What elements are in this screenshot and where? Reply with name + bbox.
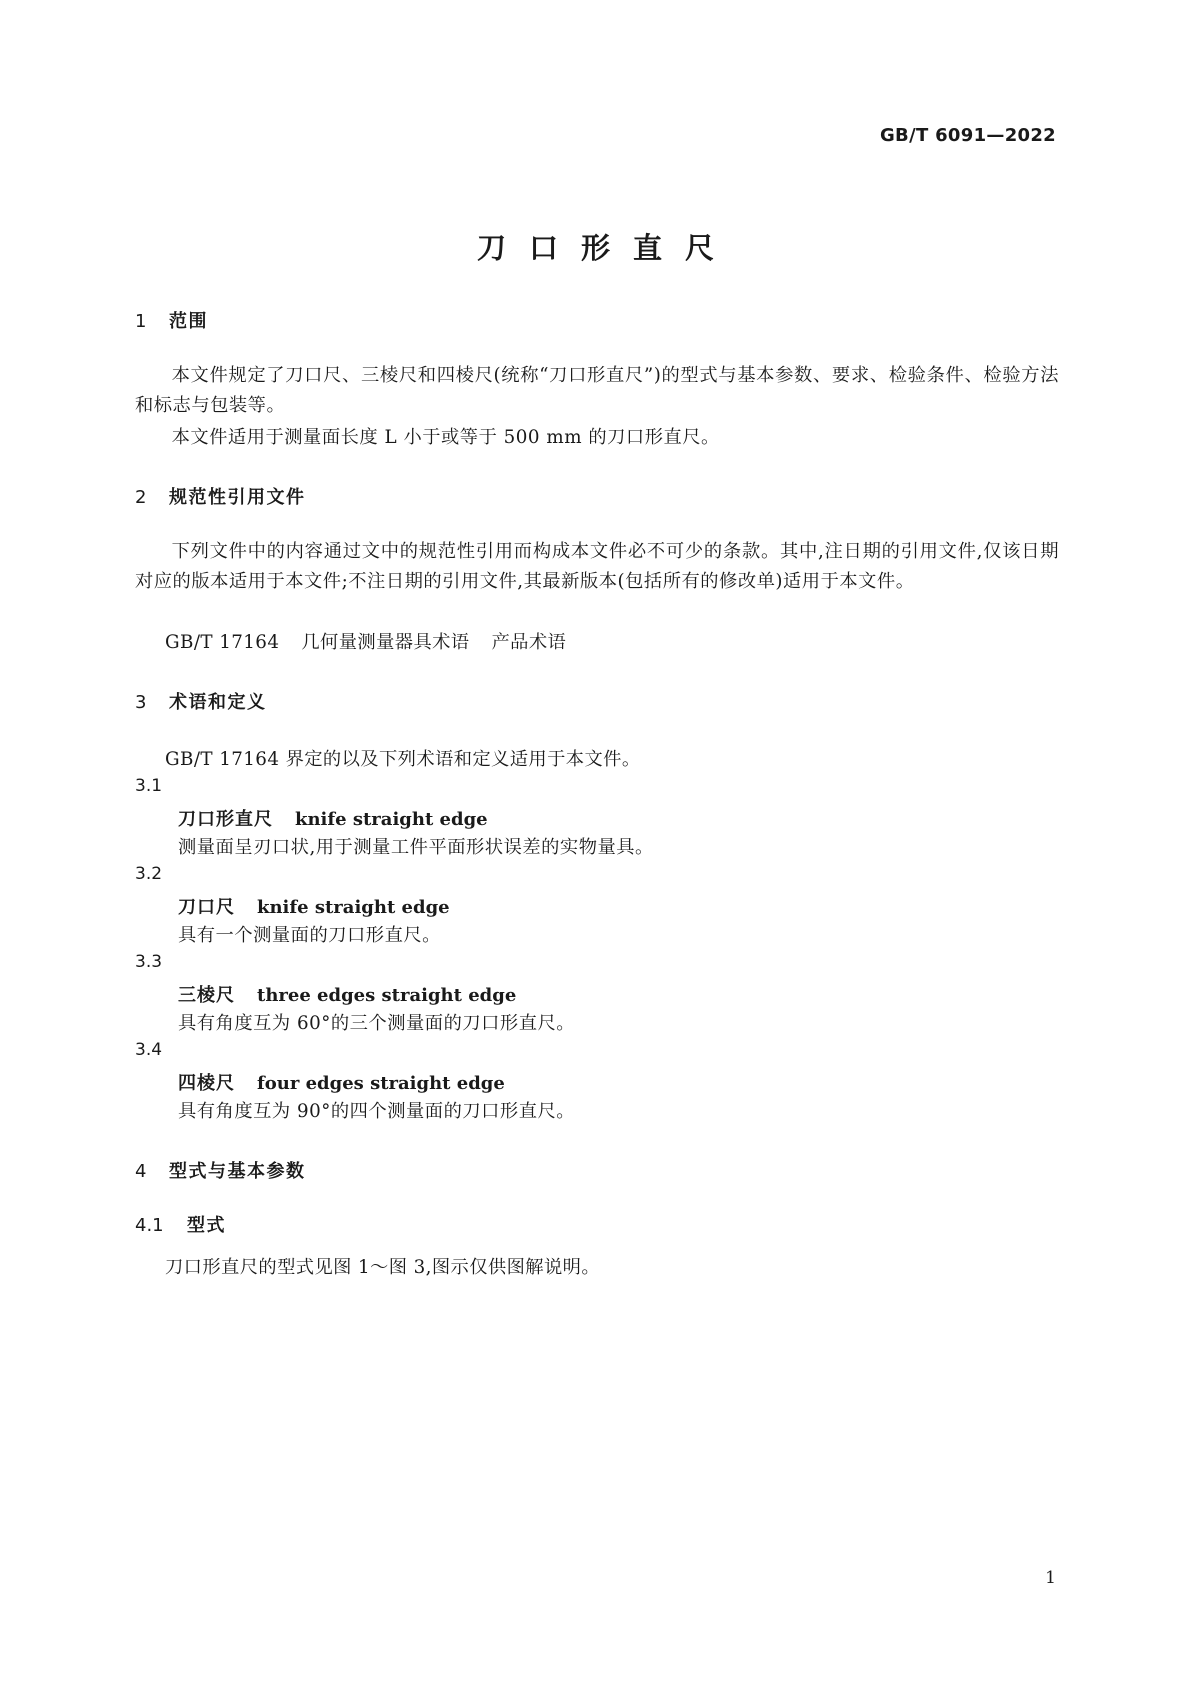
term-heading bbox=[178, 981, 516, 1007]
term-definition: 具有角度互为 90°的四个测量面的刀口形直尺。 bbox=[178, 1101, 576, 1122]
section-title: 型式与基本参数 bbox=[169, 1161, 306, 1182]
term-definition: 具有一个测量面的刀口形直尺。 bbox=[178, 925, 441, 946]
section-3-heading bbox=[135, 688, 267, 714]
reference-code: GB/T 17164 bbox=[165, 632, 280, 653]
section-2-heading bbox=[135, 483, 306, 509]
reference-title: 几何量测量器具术语 bbox=[301, 632, 470, 653]
subsection-title: 型式 bbox=[187, 1215, 226, 1236]
section-number: 1 bbox=[135, 311, 147, 332]
section-4-1-paragraph: 刀口形直尺的型式见图 1～图 3,图示仅供图解说明。 bbox=[165, 1257, 601, 1278]
term-en: knife straight edge bbox=[295, 809, 488, 830]
section-title: 范围 bbox=[169, 311, 208, 332]
normative-reference bbox=[165, 628, 566, 654]
term-number: 3.3 bbox=[135, 952, 163, 972]
term-heading bbox=[178, 893, 450, 919]
section-1-paragraph-2: 本文件适用于测量面长度 L 小于或等于 500 mm 的刀口形直尺。 bbox=[171, 427, 720, 448]
section-2-paragraph-1: 下列文件中的内容通过文中的规范性引用而构成本文件必不可少的条款。其中,注日期的引用文件,仅该日期对应的版本适用于本文件;不注日期的引用文件,其最新版本(包括所有的修改单)适用于本文件。 bbox=[135, 541, 1059, 592]
section-3-intro: GB/T 17164 界定的以及下列术语和定义适用于本文件。 bbox=[165, 749, 641, 770]
term-en: three edges straight edge bbox=[257, 985, 517, 1006]
section-4-heading bbox=[135, 1157, 306, 1183]
section-title: 术语和定义 bbox=[169, 692, 267, 713]
term-number: 3.2 bbox=[135, 864, 163, 884]
section-number: 2 bbox=[135, 487, 147, 508]
standard-code: GB/T 6091—2022 bbox=[879, 125, 1056, 146]
section-number: 3 bbox=[135, 692, 147, 713]
section-4-1-heading bbox=[135, 1211, 226, 1237]
section-title: 规范性引用文件 bbox=[169, 487, 306, 508]
term-zh: 三棱尺 bbox=[178, 985, 235, 1006]
section-1-heading bbox=[135, 307, 208, 333]
term-definition: 具有角度互为 60°的三个测量面的刀口形直尺。 bbox=[178, 1013, 576, 1034]
section-1-paragraph-1: 本文件规定了刀口尺、三棱尺和四棱尺(统称“刀口形直尺”)的型式与基本参数、要求、检验条件、检验方法和标志与包装等。 bbox=[135, 365, 1059, 416]
section-number: 4 bbox=[135, 1161, 147, 1182]
term-definition: 测量面呈刃口状,用于测量工件平面形状误差的实物量具。 bbox=[178, 837, 654, 858]
term-en: four edges straight edge bbox=[257, 1073, 505, 1094]
term-heading bbox=[178, 1069, 505, 1095]
subsection-number: 4.1 bbox=[135, 1215, 164, 1236]
term-heading bbox=[178, 805, 488, 831]
term-zh: 刀口尺 bbox=[178, 897, 235, 918]
term-zh: 刀口形直尺 bbox=[178, 809, 273, 830]
term-number: 3.4 bbox=[135, 1040, 163, 1060]
document-title: 刀口形直尺 bbox=[476, 231, 737, 265]
term-zh: 四棱尺 bbox=[178, 1073, 235, 1094]
term-en: knife straight edge bbox=[257, 897, 450, 918]
term-number: 3.1 bbox=[135, 776, 163, 796]
page-number: 1 bbox=[1045, 1568, 1056, 1588]
reference-subtitle: 产品术语 bbox=[491, 632, 567, 653]
